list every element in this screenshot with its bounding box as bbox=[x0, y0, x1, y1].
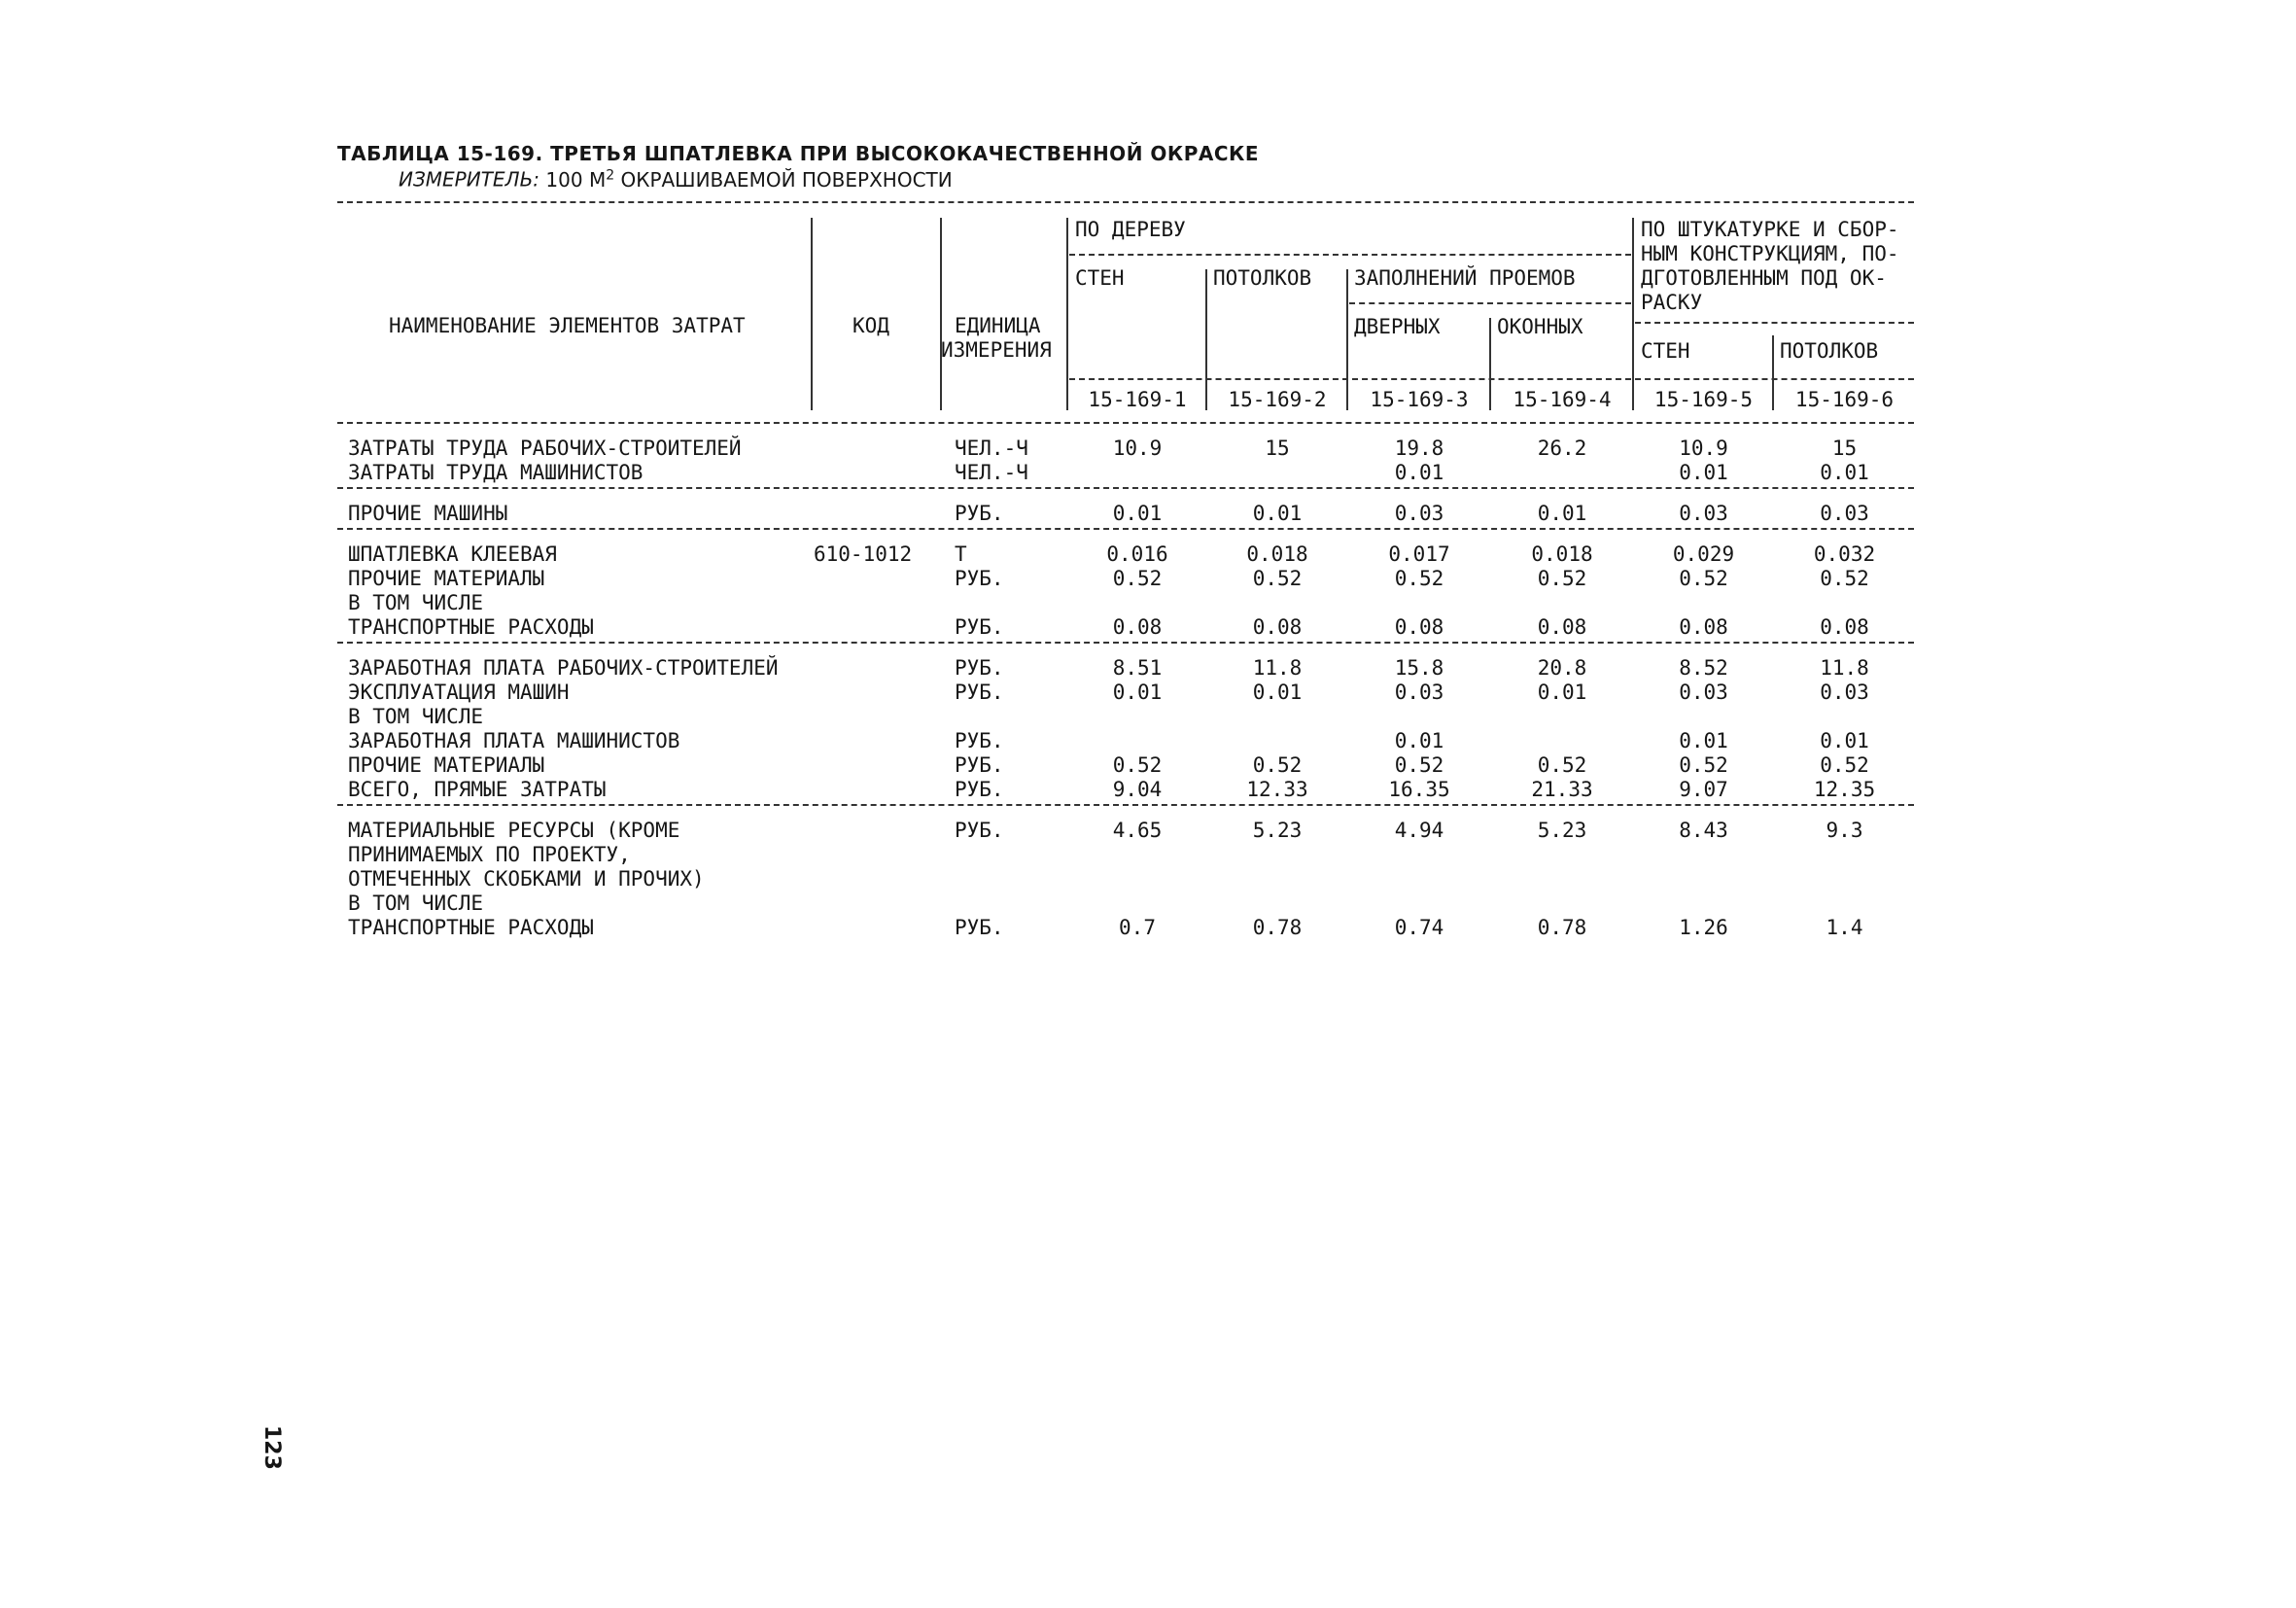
row-value: 8.43 bbox=[1679, 819, 1728, 842]
row-unit: РУБ. bbox=[955, 567, 1004, 590]
row-value: 0.03 bbox=[1679, 502, 1728, 525]
column-code-2: 15-169-2 bbox=[1228, 388, 1327, 411]
row-value: 0.01 bbox=[1820, 729, 1869, 752]
row-unit: Т bbox=[955, 542, 967, 566]
row-name: ПРОЧИЕ МАТЕРИАЛЫ bbox=[348, 567, 545, 590]
measure-value: 100 $М^2$ ОКРАШИВАЕМОЙ ПОВЕРХНОСТИ bbox=[545, 167, 953, 192]
row-value: 9.04 bbox=[1112, 778, 1163, 801]
row-name: ПРИНИМАЕМЫХ ПО ПРОЕКТУ, bbox=[348, 843, 631, 866]
row-value: 0.01 bbox=[1394, 461, 1444, 484]
row-value: 0.52 bbox=[1394, 567, 1444, 590]
row-name: В ТОМ ЧИСЛЕ bbox=[348, 891, 484, 915]
row-value: 0.52 bbox=[1252, 753, 1303, 777]
row-value: 12.35 bbox=[1813, 778, 1876, 801]
column-code-5: 15-169-5 bbox=[1653, 388, 1754, 411]
row-value: 0.52 bbox=[1112, 753, 1163, 777]
group-divider bbox=[337, 528, 1914, 530]
row-value: 8.52 bbox=[1679, 656, 1728, 680]
row-unit: РУБ. bbox=[955, 778, 1004, 801]
row-unit: РУБ. bbox=[955, 615, 1004, 639]
row-value: 0.52 bbox=[1252, 567, 1303, 590]
row-value: 12.33 bbox=[1246, 778, 1308, 801]
row-value: 15 bbox=[1265, 437, 1290, 460]
header-plaster-ceilings: ПОТОЛКОВ bbox=[1780, 339, 1879, 363]
row-value: 0.03 bbox=[1394, 502, 1444, 525]
row-value: 10.9 bbox=[1679, 437, 1728, 460]
column-code-4: 15-169-4 bbox=[1513, 388, 1612, 411]
row-unit: ЧЕЛ.-Ч bbox=[955, 461, 1028, 484]
row-name: ОТМЕЧЕННЫХ СКОБКАМИ И ПРОЧИХ) bbox=[348, 867, 705, 891]
row-value: 16.35 bbox=[1388, 778, 1450, 801]
table-subtitle bbox=[399, 167, 953, 192]
row-value: 4.65 bbox=[1112, 819, 1163, 842]
header-openings: ЗАПОЛНЕНИЙ ПРОЕМОВ bbox=[1354, 266, 1576, 290]
row-name: ЗАТРАТЫ ТРУДА МАШИНИСТОВ bbox=[348, 461, 644, 484]
row-value: 0.01 bbox=[1112, 681, 1163, 704]
row-value: 0.74 bbox=[1394, 916, 1444, 939]
row-value: 0.01 bbox=[1394, 729, 1444, 752]
row-value: 8.51 bbox=[1112, 656, 1163, 680]
header-plaster-walls: СТЕН bbox=[1641, 339, 1690, 363]
column-code-6: 15-169-6 bbox=[1794, 388, 1895, 411]
row-unit: РУБ. bbox=[955, 681, 1004, 704]
group-divider bbox=[337, 804, 1914, 806]
row-value: 0.029 bbox=[1672, 542, 1735, 566]
row-value: 0.52 bbox=[1679, 753, 1728, 777]
row-value: 0.01 bbox=[1252, 681, 1303, 704]
header-wood-ceilings: ПОТОЛКОВ bbox=[1213, 266, 1312, 290]
row-value: 0.08 bbox=[1112, 615, 1163, 639]
row-value: 11.8 bbox=[1820, 656, 1869, 680]
header-plaster-4: РАСКУ bbox=[1641, 291, 1703, 314]
row-value: 0.52 bbox=[1820, 753, 1869, 777]
row-value: 0.017 bbox=[1388, 542, 1450, 566]
row-value: 0.08 bbox=[1820, 615, 1869, 639]
row-value: 0.01 bbox=[1112, 502, 1163, 525]
header-unit-1: ЕДИНИЦА bbox=[955, 314, 1041, 337]
header-doors: ДВЕРНЫХ bbox=[1354, 315, 1441, 338]
row-value: 0.018 bbox=[1246, 542, 1308, 566]
row-value: 0.52 bbox=[1537, 567, 1587, 590]
row-value: 0.01 bbox=[1537, 681, 1587, 704]
row-value: 0.08 bbox=[1537, 615, 1587, 639]
row-unit: РУБ. bbox=[955, 819, 1004, 842]
row-name: ЭКСПЛУАТАЦИЯ МАШИН bbox=[348, 681, 570, 704]
row-value: 0.52 bbox=[1112, 567, 1163, 590]
row-unit: РУБ. bbox=[955, 502, 1004, 525]
header-windows: ОКОННЫХ bbox=[1497, 315, 1583, 338]
row-value: 9.07 bbox=[1679, 778, 1728, 801]
row-value: 1.4 bbox=[1826, 916, 1863, 939]
row-value: 11.8 bbox=[1252, 656, 1303, 680]
row-value: 26.2 bbox=[1537, 437, 1587, 460]
row-name: ШПАТЛЕВКА КЛЕЕВАЯ bbox=[348, 542, 557, 566]
row-name: ЗАРАБОТНАЯ ПЛАТА РАБОЧИХ-СТРОИТЕЛЕЙ bbox=[348, 656, 779, 680]
measure-label: ИЗМЕРИТЕЛЬ: bbox=[399, 167, 540, 192]
row-name: ТРАНСПОРТНЫЕ РАСХОДЫ bbox=[348, 615, 594, 639]
row-name: ВСЕГО, ПРЯМЫЕ ЗАТРАТЫ bbox=[348, 778, 607, 801]
row-value: 0.01 bbox=[1537, 502, 1587, 525]
row-value: 0.78 bbox=[1537, 916, 1587, 939]
row-value: 0.01 bbox=[1679, 729, 1728, 752]
row-unit: РУБ. bbox=[955, 916, 1004, 939]
header-plaster-2: НЫМ КОНСТРУКЦИЯМ, ПО- bbox=[1641, 242, 1899, 265]
row-value: 0.08 bbox=[1394, 615, 1444, 639]
row-value: 0.03 bbox=[1679, 681, 1728, 704]
header-plaster-3: ДГОТОВЛЕННЫМ ПОД ОК- bbox=[1641, 266, 1887, 290]
row-value: 0.52 bbox=[1820, 567, 1869, 590]
row-value: 5.23 bbox=[1537, 819, 1587, 842]
row-name: ЗАРАБОТНАЯ ПЛАТА МАШИНИСТОВ bbox=[348, 729, 680, 752]
row-name: ТРАНСПОРТНЫЕ РАСХОДЫ bbox=[348, 916, 594, 939]
group-divider bbox=[337, 642, 1914, 644]
row-value: 0.08 bbox=[1679, 615, 1728, 639]
row-value: 0.7 bbox=[1119, 916, 1156, 939]
row-value: 0.01 bbox=[1820, 461, 1869, 484]
row-value: 0.032 bbox=[1813, 542, 1876, 566]
row-value: 0.016 bbox=[1106, 542, 1168, 566]
row-value: 0.03 bbox=[1820, 681, 1869, 704]
row-value: 0.52 bbox=[1537, 753, 1587, 777]
row-value: 5.23 bbox=[1252, 819, 1303, 842]
row-name: МАТЕРИАЛЬНЫЕ РЕСУРСЫ (КРОМЕ bbox=[348, 819, 680, 842]
row-value: 0.03 bbox=[1820, 502, 1869, 525]
row-value: 21.33 bbox=[1531, 778, 1593, 801]
group-divider bbox=[337, 487, 1914, 489]
row-value: 10.9 bbox=[1112, 437, 1163, 460]
row-value: 15 bbox=[1831, 437, 1858, 460]
header-wood: ПО ДЕРЕВУ bbox=[1075, 218, 1186, 241]
row-value: 0.03 bbox=[1394, 681, 1444, 704]
row-value: 0.78 bbox=[1252, 916, 1303, 939]
row-value: 1.26 bbox=[1679, 916, 1728, 939]
row-unit: ЧЕЛ.-Ч bbox=[955, 437, 1028, 460]
table-title: ТАБЛИЦА 15-169. ТРЕТЬЯ ШПАТЛЕВКА ПРИ ВЫСОКОКАЧЕСТВЕННОЙ ОКРАСКЕ bbox=[337, 142, 1260, 165]
row-name: В ТОМ ЧИСЛЕ bbox=[348, 591, 484, 614]
row-value: 0.52 bbox=[1394, 753, 1444, 777]
row-value: 0.018 bbox=[1531, 542, 1593, 566]
row-value: 4.94 bbox=[1394, 819, 1444, 842]
header-code: КОД bbox=[852, 314, 889, 337]
row-value: 20.8 bbox=[1537, 656, 1587, 680]
row-unit: РУБ. bbox=[955, 656, 1004, 680]
row-name: ЗАТРАТЫ ТРУДА РАБОЧИХ-СТРОИТЕЛЕЙ bbox=[348, 437, 742, 460]
row-value: 0.08 bbox=[1252, 615, 1303, 639]
header-wood-walls: СТЕН bbox=[1075, 266, 1125, 290]
row-name: ПРОЧИЕ МАШИНЫ bbox=[348, 502, 508, 525]
header-name: НАИМЕНОВАНИЕ ЭЛЕМЕНТОВ ЗАТРАТ bbox=[389, 314, 746, 337]
row-value: 0.01 bbox=[1679, 461, 1728, 484]
page-number: 123 bbox=[260, 1425, 284, 1470]
row-code: 610-1012 bbox=[814, 542, 913, 566]
row-name: ПРОЧИЕ МАТЕРИАЛЫ bbox=[348, 753, 545, 777]
row-unit: РУБ. bbox=[955, 729, 1004, 752]
row-value: 19.8 bbox=[1394, 437, 1444, 460]
header-plaster-1: ПО ШТУКАТУРКЕ И СБОР- bbox=[1641, 218, 1899, 241]
column-code-1: 15-169-1 bbox=[1088, 388, 1187, 411]
row-value: 9.3 bbox=[1826, 819, 1863, 842]
row-unit: РУБ. bbox=[955, 753, 1004, 777]
header-unit-2: ИЗМЕРЕНИЯ bbox=[941, 338, 1052, 362]
row-name: В ТОМ ЧИСЛЕ bbox=[348, 705, 484, 728]
column-code-3: 15-169-3 bbox=[1370, 388, 1469, 411]
row-value: 0.52 bbox=[1679, 567, 1728, 590]
row-value: 15.8 bbox=[1394, 656, 1444, 680]
row-value: 0.01 bbox=[1252, 502, 1303, 525]
